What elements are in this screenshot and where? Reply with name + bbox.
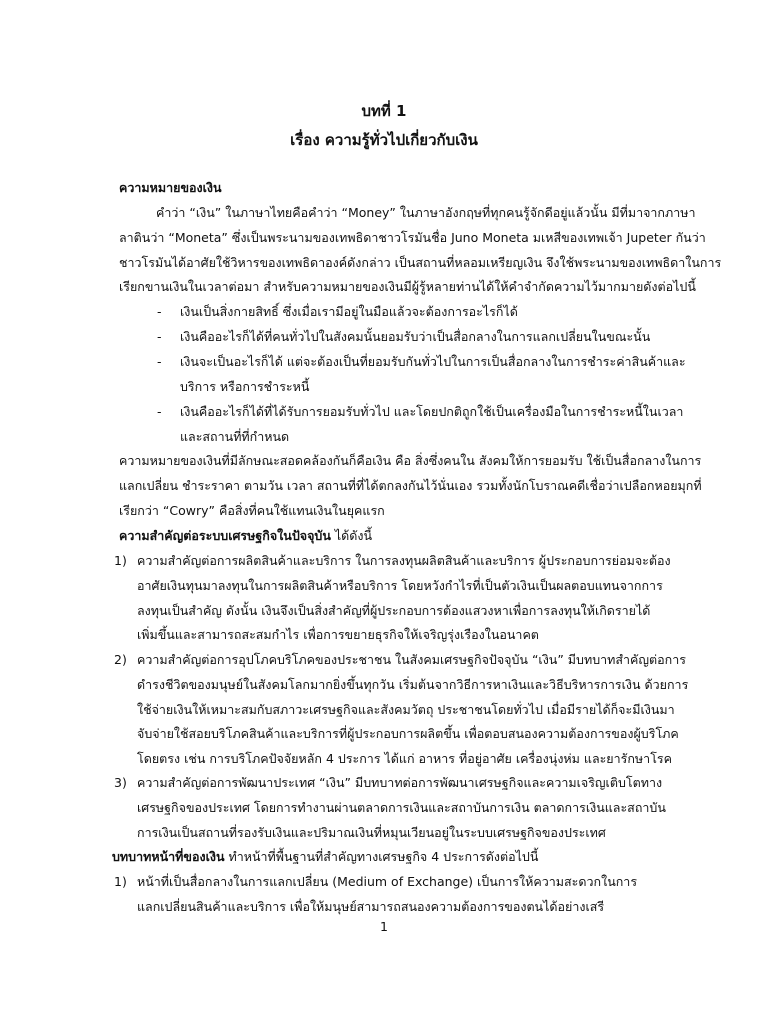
numbered-item bbox=[137, 771, 681, 845]
bullet-line: เงินจะเป็นอะไรก็ได้ แต่จะต้องเป็นที่ยอมรับกันทั่วไปในการเป็นสื่อกลางในการชำระค่าสินค้าและ bbox=[180, 354, 686, 369]
paragraph-line: ความหมายของเงินที่มีลักษณะสอดคล้องกันก็คือเงิน คือ สิ่งซึ่งคนใน สังคมให้การยอมรับ ใช้เป็นสื่อกลางในการ bbox=[119, 453, 702, 468]
item-line: ความสำคัญต่อการพัฒนาประเทศ “เงิน” มีบทบาทต่อการพัฒนาเศรษฐกิจและความเจริญเติบโตทาง bbox=[137, 775, 663, 790]
page-number: 1 bbox=[380, 919, 388, 934]
bullet-item bbox=[180, 325, 680, 350]
item-number: 3) bbox=[114, 775, 127, 790]
paragraph-line: แลกเปลี่ยน ชำระราคา ตามวัน เวลา สถานที่ที่ได้ตกลงกันไว้นั่นเอง รวมทั้งนักโบราณคดีเชื่อว่าเปลือกหอยมุกที่ bbox=[119, 477, 702, 493]
item-line: โดยตรง เช่น การบริโภคปัจจัยหลัก 4 ประการ ได้แก่ อาหาร ที่อยู่อาศัย เครื่องนุ่งห่ม และยารักษาโรค bbox=[137, 751, 672, 767]
item-line: เพิ่มขึ้นและสามารถสะสมกำไร เพื่อการขยายธุรกิจให้เจริญรุ่งเรืองในอนาคต bbox=[137, 627, 539, 643]
bullet-line: และสถานที่ที่กำหนด bbox=[180, 428, 290, 444]
numbered-item bbox=[137, 549, 681, 648]
item-line: ใช้จ่ายเงินให้เหมาะสมกับสภาวะเศรษฐกิจและสังคมวัตถุ ประชาชนโดยทั่วไป เมื่อมีรายได้ก็จะมีเงินมา bbox=[137, 701, 675, 717]
numbered-item bbox=[137, 870, 681, 920]
section-heading-roles bbox=[112, 845, 674, 870]
heading-bold: บทบาทหน้าที่ของเงิน bbox=[112, 849, 225, 864]
item-number: 2) bbox=[114, 652, 127, 667]
numbered-item bbox=[137, 648, 689, 772]
bullet-item bbox=[180, 400, 684, 450]
paragraph-line: คำว่า “เงิน” ในภาษาไทยคือคำว่า “Money” ในภาษาอังกฤษที่ทุกคนรู้จักดีอยู่แล้วนั้น มีที่มาจากภาษา bbox=[156, 205, 696, 220]
item-number: 1) bbox=[114, 553, 127, 568]
bullet-marker: - bbox=[157, 354, 162, 369]
item-line: ความสำคัญต่อการผลิตสินค้าและบริการ ในการลงทุนผลิตสินค้าและบริการ ผู้ประกอบการย่อมจะต้อง bbox=[137, 553, 671, 568]
item-line: เศรษฐกิจของประเทศ โดยการทำงานผ่านตลาดการเงินและสถาบันการเงิน ตลาดการเงินและสถาบัน bbox=[137, 799, 666, 815]
heading-rest: ได้ดังนี้ bbox=[330, 528, 373, 543]
heading-bold: ความสำคัญต่อระบบเศรษฐกิจในปัจจุบัน bbox=[119, 528, 331, 543]
chapter-title: บทที่ 1 bbox=[361, 102, 407, 120]
paragraph-line: ลาตินว่า “Moneta” ซึ่งเป็นพระนามของเทพธิดาชาวโรมันชื่อ Juno Moneta มเหสีของเทพเจ้า Jupeter กันว่า bbox=[119, 229, 706, 245]
item-line: จับจ่ายใช้สอยบริโภคสินค้าและบริการที่ผู้ประกอบการผลิตขึ้น เพื่อตอบสนองความต้องการของผู้บริโภค bbox=[137, 726, 679, 742]
bullet-line: เงินคืออะไรก็ได้ที่ได้รับการยอมรับทั่วไป และโดยปกติถูกใช้เป็นเครื่องมือในการชำระหนี้ในเวลา bbox=[180, 404, 684, 419]
bullet-marker: - bbox=[157, 404, 162, 419]
bullet-line: บริการ หรือการชำระหนี้ bbox=[180, 378, 310, 394]
item-number: 1) bbox=[114, 874, 127, 889]
section-heading-importance bbox=[119, 524, 681, 549]
item-line: การเงินเป็นสถานที่รองรับเงินและปริมาณเงินที่หมุนเวียนอยู่ในระบบเศรษฐกิจของประเทศ bbox=[137, 824, 606, 840]
bullet-marker: - bbox=[157, 304, 162, 319]
summary-paragraph bbox=[119, 449, 702, 523]
bullet-item bbox=[180, 350, 686, 400]
item-line: อาศัยเงินทุนมาลงทุนในการผลิตสินค้าหรือบริการ โดยหวังกำไรที่เป็นตัวเงินเป็นผลตอบแทนจากการ bbox=[137, 577, 663, 593]
subject-title: เรื่อง ความรู้ทั่วไปเกี่ยวกับเงิน bbox=[290, 131, 478, 149]
paragraph-line: เรียกขานเงินในเวลาต่อมา สำหรับความหมายของเงินมีผู้รู้หลายท่านได้ให้คำจำกัดความไว้มากมายดังต่อไปนี้ bbox=[119, 279, 696, 295]
item-line: แลกเปลี่ยนสินค้าและบริการ เพื่อให้มนุษย์สามารถสนองความต้องการของตนได้อย่างเสรี bbox=[137, 898, 605, 914]
intro-paragraph bbox=[119, 201, 722, 300]
bullet-item bbox=[180, 300, 680, 325]
bullet-line: เงินเป็นสิ่งกายสิทธิ์ ซึ่งเมื่อเรามีอยู่ในมือแล้วจะต้องการอะไรก็ได้ bbox=[180, 304, 518, 319]
item-line: ดำรงชีวิตของมนุษย์ในสังคมโลกมากยิ่งขึ้นทุกวัน เริ่มต้นจากวิธีการหาเงินและวิธีบริหารการเงิน ด้วยการ bbox=[137, 676, 689, 692]
bullet-line: เงินคืออะไรก็ได้ที่คนทั่วไปในสังคมนั้นยอมรับว่าเป็นสื่อกลางในการแลกเปลี่ยนในขณะนั้น bbox=[180, 329, 651, 344]
item-line: ลงทุนเป็นสำคัญ ดังนั้น เงินจึงเป็นสิ่งสำคัญที่ผู้ประกอบการต้องแสวงหาเพื่อการลงทุนให้เกิดรายได้ bbox=[137, 602, 651, 618]
paragraph-line: เรียกว่า “Cowry” คือสิ่งที่คนใช้แทนเงินในยุคแรก bbox=[119, 502, 385, 518]
item-line: ความสำคัญต่อการอุปโภคบริโภคของประชาชน ในสังคมเศรษฐกิจปัจจุบัน “เงิน” มีบทบาทสำคัญต่อการ bbox=[137, 652, 686, 667]
paragraph-line: ชาวโรมันได้อาศัยใช้วิหารของเทพธิดาองค์ดังกล่าว เป็นสถานที่หลอมเหรียญเงิน จึงใช้พระนามของเทพธิดาในการ bbox=[119, 254, 722, 270]
bullet-marker: - bbox=[157, 329, 162, 344]
item-line: หน้าที่เป็นสื่อกลางในการแลกเปลี่ยน (Medium of Exchange) เป็นการให้ความสะดวกในการ bbox=[137, 874, 638, 889]
heading-rest: ทำหน้าที่พื้นฐานที่สำคัญทางเศรษฐกิจ 4 ประการดังต่อไปนี้ bbox=[224, 849, 539, 864]
section-heading-meaning: ความหมายของเงิน bbox=[119, 180, 222, 195]
